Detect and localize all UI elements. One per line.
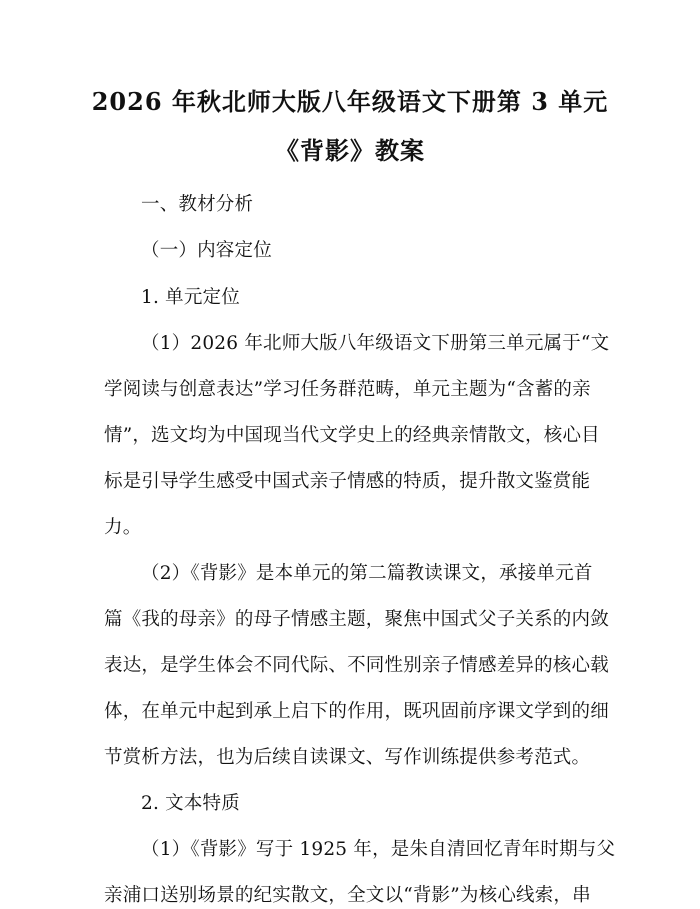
paragraph-line: （1）《背影》写于 1925 年，是朱自清回忆青年时期与父 — [141, 839, 616, 860]
paragraph-line: 学阅读与创意表达”学习任务群范畴，单元主题为“含蓄的亲 — [104, 379, 591, 400]
paragraph-line: 标是引导学生感受中国式亲子情感的特质，提升散文鉴赏能 — [104, 471, 591, 492]
paragraph-line: 力。 — [104, 517, 142, 538]
paragraph-line: （1）2026 年北师大版八年级语文下册第三单元属于“文 — [141, 333, 610, 354]
paragraph-line: 节赏析方法，也为后续自读课文、写作训练提供参考范式。 — [104, 747, 591, 768]
subsection-heading-content-positioning: （一）内容定位 — [141, 240, 272, 261]
paragraph-line: 情”，选文均为中国现当代文学史上的经典亲情散文，核心目 — [104, 425, 600, 446]
item-heading-unit-positioning: 1. 单元定位 — [141, 287, 240, 308]
paragraph-line: 篇《我的母亲》的母子情感主题，聚焦中国式父子关系的内敛 — [104, 609, 609, 630]
section-heading-teaching-material-analysis: 一、教材分析 — [141, 194, 254, 215]
document-title-line-1: 2026 年秋北师大版八年级语文下册第 3 单元 — [91, 87, 609, 116]
item-heading-text-characteristics: 2. 文本特质 — [141, 793, 240, 814]
paragraph-line: 体，在单元中起到承上启下的作用，既巩固前序课文学到的细 — [104, 701, 609, 722]
paragraph-line: 表达，是学生体会不同代际、不同性别亲子情感差异的核心载 — [104, 655, 609, 676]
paragraph-line: 亲浦口送别场景的纪实散文，全文以“背影”为核心线索，串 — [104, 885, 591, 906]
paragraph-line: （2）《背影》是本单元的第二篇教读课文，承接单元首 — [141, 563, 593, 584]
document-title-line-2: 《背影》教案 — [275, 136, 425, 165]
